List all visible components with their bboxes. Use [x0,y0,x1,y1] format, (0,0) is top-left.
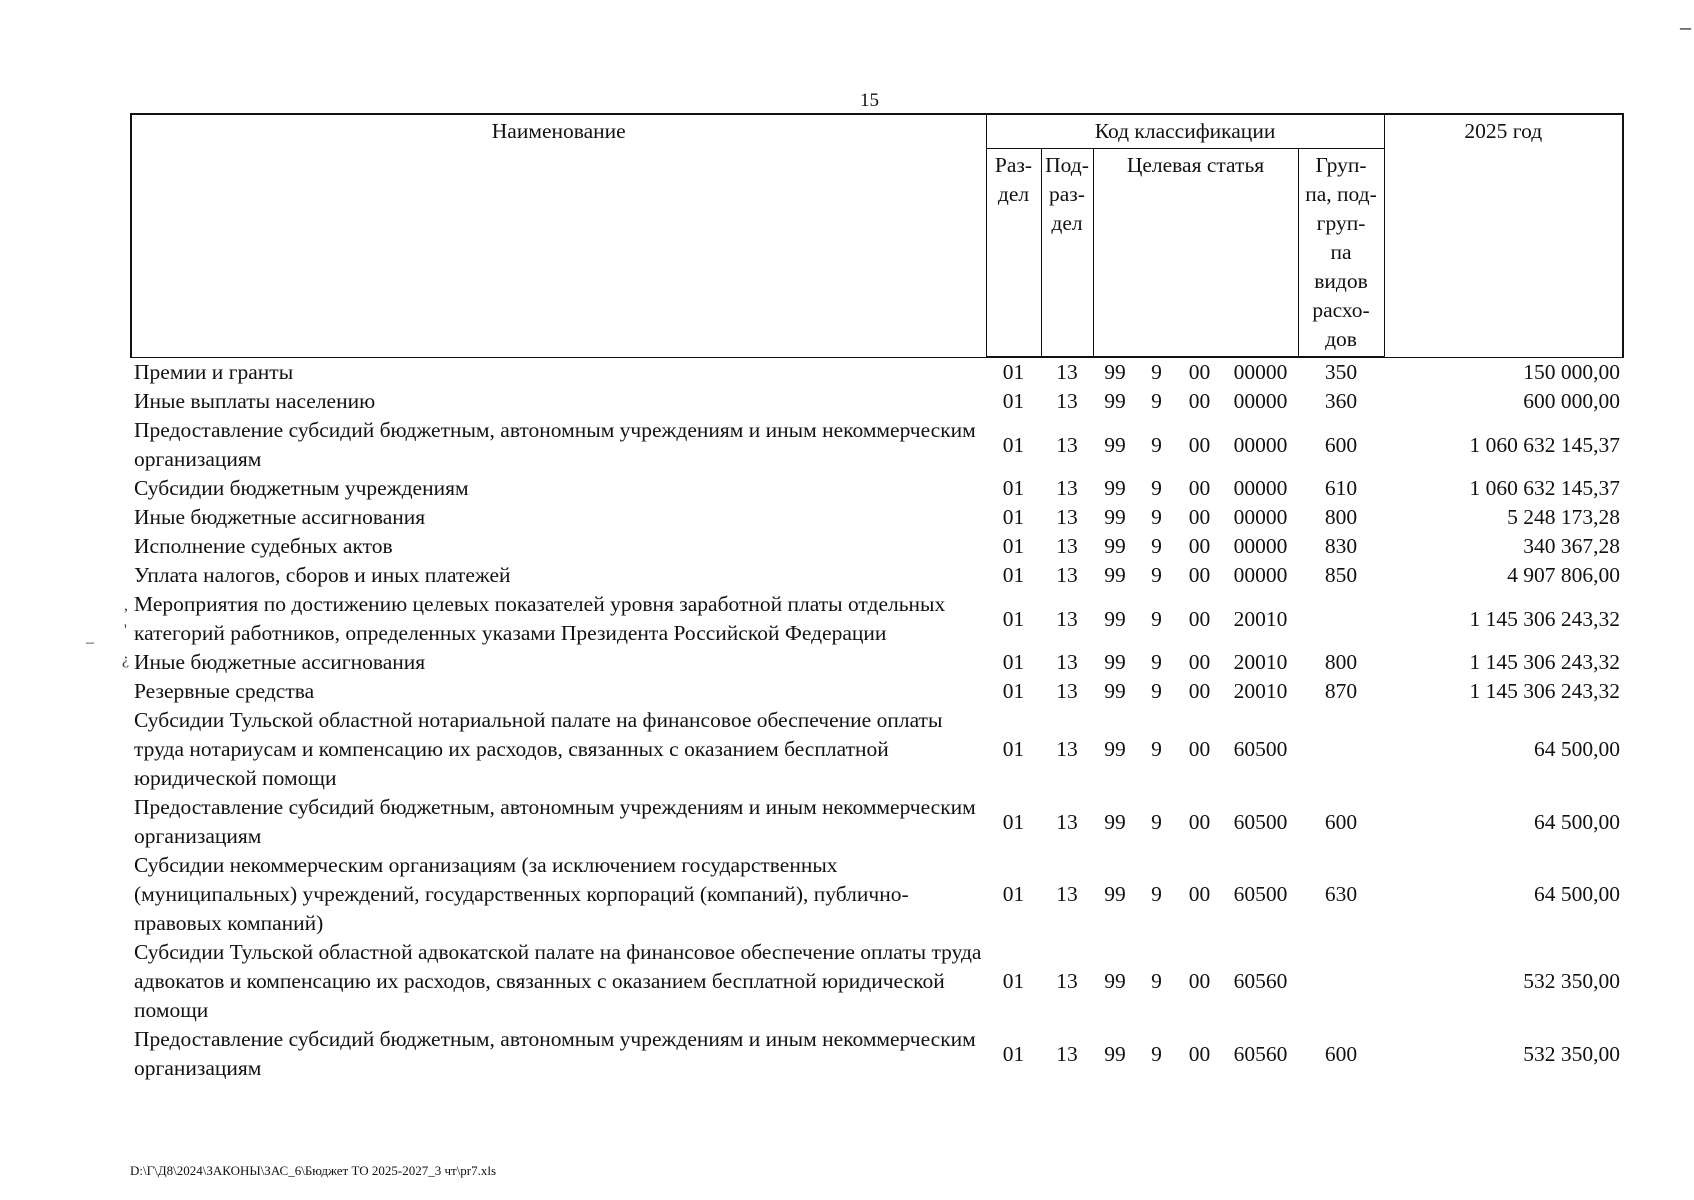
row-name: Премии и гранты [134,359,294,384]
row-name: Иные выплаты населению [134,389,376,413]
header-podrazdel: Под- раз- дел [1041,149,1093,358]
row-target-part-1: 99 [1104,1041,1126,1066]
row-target-part-4: 00000 [1233,563,1288,587]
table-row [131,851,1623,938]
row-target-part-4: 20010 [1233,650,1288,674]
row-target-part-2: 9 [1151,505,1162,529]
row-name: Предоставление субсидий бюджетным, автономным учреждениям и иным некоммерческим организациям [134,1027,976,1080]
row-target-part-1: 99 [1104,432,1126,457]
header-year: 2025 год [1384,114,1623,357]
row-razdel: 01 [1002,534,1025,558]
row-podrazdel: 13 [1056,360,1078,384]
row-target-part-1: 99 [1104,389,1126,413]
row-razdel: 01 [1002,432,1025,457]
corner-mark: – [1680,14,1691,39]
row-target-part-1: 99 [1104,360,1126,384]
row-target-part-3: 00 [1188,809,1211,834]
row-razdel: 01 [1002,505,1025,529]
row-name: Субсидии бюджетным учреждениям [134,476,469,500]
row-target-part-1: 99 [1104,882,1126,906]
row-target-part-2: 9 [1151,360,1162,384]
row-amount: 340 367,28 [1523,534,1621,558]
row-target-part-3: 00 [1188,505,1211,529]
row-expense-group: 630 [1324,882,1358,906]
row-razdel: 01 [1002,809,1025,834]
row-target-part-4: 00000 [1233,534,1288,558]
row-name: Резервные средства [134,679,315,703]
row-target-part-4: 20010 [1233,679,1288,703]
row-podrazdel: 13 [1056,737,1078,761]
row-amount: 1 060 632 145,37 [1469,476,1621,500]
row-expense-group [1298,590,1384,648]
header-expense-group: Груп- па, под- груп- па видов расхо- дов [1298,149,1384,358]
header-razdel: Раз- дел [986,149,1041,358]
header-code-group: Код классификации [986,114,1384,149]
row-amount: 1 145 306 243,32 [1469,679,1621,703]
row-razdel: 01 [1002,563,1025,587]
row-razdel: 01 [1002,476,1025,500]
row-name: Уплата налогов, сборов и иных платежей [134,563,511,587]
table-row [131,793,1623,851]
table-row [131,357,1623,387]
row-name: Иные бюджетные ассигнования [134,505,426,529]
margin-mark: ¿ [122,651,130,668]
row-target-part-4: 20010 [1233,606,1288,631]
margin-mark: , [124,597,128,614]
row-razdel: 01 [1002,1041,1025,1066]
row-name: Предоставление субсидий бюджетным, автономным учреждениям и иным некоммерческим организациям [134,795,976,848]
row-target-part-1: 99 [1104,563,1126,587]
row-target-part-2: 9 [1151,969,1162,993]
row-razdel: 01 [1002,969,1025,993]
row-amount: 1 060 632 145,37 [1469,432,1621,457]
table-row [131,1025,1623,1083]
row-target-part-1: 99 [1104,476,1126,500]
row-target-part-3: 00 [1188,432,1211,457]
row-target-part-4: 60500 [1233,809,1288,834]
row-target-part-3: 00 [1188,476,1211,500]
row-razdel: 01 [1002,606,1025,631]
row-target-part-3: 00 [1188,737,1211,761]
table-row [131,387,1623,416]
row-expense-group [1298,706,1384,793]
row-target-part-3: 00 [1188,563,1211,587]
footer-file-path: D:\Г\Д8\2024\ЗАКОНЫ\ЗАС_6\Бюджет ТО 2025-2027_3 чт\pr7.xls [130,1163,497,1178]
row-target-part-2: 9 [1151,476,1162,500]
row-target-part-4: 60500 [1233,737,1288,761]
table-row [131,590,1623,648]
row-name: Мероприятия по достижению целевых показателей уровня заработной платы отдельных категорий работников, определенных указами Президента Российской Федерации [134,592,946,645]
row-razdel: 01 [1002,650,1025,674]
row-target-part-1: 99 [1104,969,1126,993]
row-razdel: 01 [1002,737,1025,761]
row-amount: 64 500,00 [1534,882,1621,906]
header-name: Наименование [131,114,986,357]
row-target-part-2: 9 [1151,563,1162,587]
table-row [131,706,1623,793]
row-razdel: 01 [1002,360,1025,384]
row-podrazdel: 13 [1056,606,1078,631]
row-amount: 4 907 806,00 [1507,563,1621,587]
table-row [131,938,1623,1025]
table-row [131,561,1623,590]
row-podrazdel: 13 [1056,432,1078,457]
row-target-part-1: 99 [1104,606,1126,631]
row-target-part-3: 00 [1188,969,1211,993]
row-podrazdel: 13 [1056,650,1078,674]
row-target-part-3: 00 [1188,679,1211,703]
row-target-part-3: 00 [1188,1041,1211,1066]
row-expense-group: 610 [1324,476,1358,500]
row-target-part-4: 00000 [1233,476,1288,500]
row-razdel: 01 [1002,679,1025,703]
row-amount: 532 350,00 [1523,1041,1621,1066]
page-number: 15 [860,90,879,111]
row-podrazdel: 13 [1056,1041,1078,1066]
row-podrazdel: 13 [1056,563,1078,587]
row-podrazdel: 13 [1056,389,1078,413]
row-expense-group: 830 [1324,534,1358,558]
row-expense-group: 800 [1324,650,1358,674]
row-target-part-2: 9 [1151,650,1162,674]
row-target-part-4: 60500 [1233,882,1288,906]
row-expense-group: 360 [1324,389,1358,413]
row-target-part-1: 99 [1104,650,1126,674]
row-podrazdel: 13 [1056,679,1078,703]
row-target-part-3: 00 [1188,882,1211,906]
row-expense-group: 600 [1324,432,1358,457]
row-amount: 64 500,00 [1534,737,1621,761]
row-name: Предоставление субсидий бюджетным, автономным учреждениям и иным некоммерческим организациям [134,418,976,471]
row-podrazdel: 13 [1056,809,1078,834]
row-amount: 1 145 306 243,32 [1469,650,1621,674]
row-expense-group: 600 [1324,809,1358,834]
row-expense-group: 600 [1324,1041,1358,1066]
row-amount: 150 000,00 [1523,359,1621,384]
margin-mark: – [86,634,94,651]
row-target-part-3: 00 [1188,650,1211,674]
row-target-part-4: 00000 [1233,505,1288,529]
row-target-part-1: 99 [1104,534,1126,558]
row-target-part-4: 00000 [1233,360,1288,384]
row-target-part-2: 9 [1151,882,1162,906]
row-target-part-4: 60560 [1233,1041,1288,1066]
margin-mark: ' [124,622,127,639]
row-target-part-4: 60560 [1233,969,1288,993]
table-row [131,503,1623,532]
row-target-part-2: 9 [1151,679,1162,703]
row-target-part-2: 9 [1151,432,1162,457]
table-row [131,416,1623,474]
row-amount: 5 248 173,28 [1507,505,1621,529]
row-expense-group: 850 [1324,563,1358,587]
row-name: Исполнение судебных актов [134,534,393,558]
row-amount: 64 500,00 [1534,809,1621,834]
row-podrazdel: 13 [1056,476,1078,500]
row-target-part-4: 00000 [1233,389,1288,413]
row-amount: 1 145 306 243,32 [1469,606,1621,631]
row-target-part-2: 9 [1151,737,1162,761]
budget-table [130,113,1624,1083]
table-row [131,648,1623,677]
row-target-part-3: 00 [1188,360,1211,384]
row-podrazdel: 13 [1056,534,1078,558]
row-target-part-4: 00000 [1233,432,1288,457]
row-expense-group: 800 [1324,505,1358,529]
row-target-part-3: 00 [1188,389,1211,413]
table-body [131,357,1623,1083]
row-expense-group [1298,938,1384,1025]
row-amount: 600 000,00 [1523,389,1621,413]
row-name: Субсидии Тульской областной нотариальной палате на финансовое обеспечение оплаты труда нотариусам и компенсацию их расходов, связанных с оказанием бесплатной юридической помощи [134,708,943,790]
row-target-part-1: 99 [1104,679,1126,703]
row-name: Субсидии некоммерческим организациям (за исключением государственных (муниципальных) учреждений, государственных корпораций (компаний), публично-правовых компаний) [134,853,909,935]
row-target-part-1: 99 [1104,505,1126,529]
header-target-article: Целевая статья [1093,149,1298,358]
row-target-part-2: 9 [1151,606,1162,631]
row-razdel: 01 [1002,882,1025,906]
row-podrazdel: 13 [1056,969,1078,993]
row-podrazdel: 13 [1056,505,1078,529]
row-target-part-3: 00 [1188,606,1211,631]
row-target-part-3: 00 [1188,534,1211,558]
row-target-part-2: 9 [1151,809,1162,834]
row-target-part-2: 9 [1151,389,1162,413]
table-row [131,677,1623,706]
table-row [131,474,1623,503]
row-target-part-2: 9 [1151,534,1162,558]
row-expense-group: 870 [1324,679,1358,703]
row-target-part-1: 99 [1104,737,1126,761]
row-podrazdel: 13 [1056,882,1078,906]
table-row [131,532,1623,561]
row-target-part-2: 9 [1151,1041,1162,1066]
row-amount: 532 350,00 [1523,969,1621,993]
row-name: Субсидии Тульской областной адвокатской палате на финансовое обеспечение оплаты труда адвокатов и компенсацию их расходов, связанных с оказанием бесплатной юридической помощи [134,940,982,1022]
row-name: Иные бюджетные ассигнования [134,650,426,674]
row-expense-group: 350 [1324,360,1358,384]
row-razdel: 01 [1002,389,1025,413]
row-target-part-1: 99 [1104,809,1126,834]
